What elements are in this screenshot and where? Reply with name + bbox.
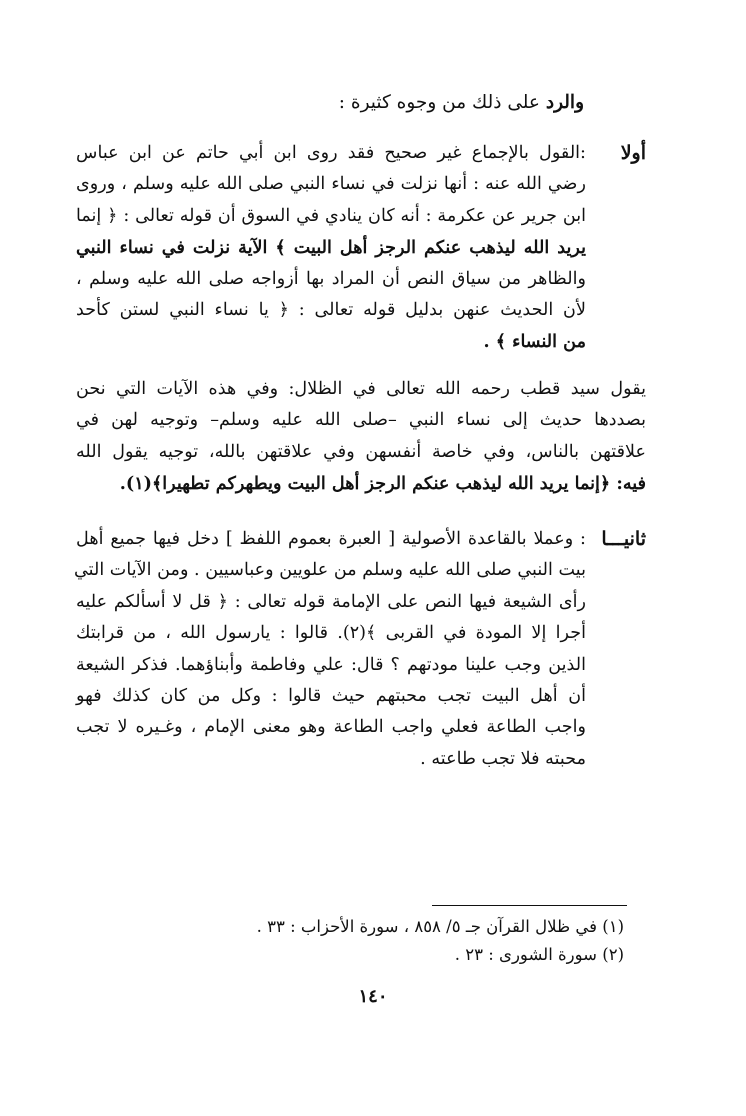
intro-line	[44, 88, 584, 118]
paragraph-line: والظاهر من سياق النص أن المراد بها أزواجه صلى الله عليه وسلم ،	[76, 268, 586, 289]
paragraph-line: يقول سيد قطب رحمه الله تعالى في الظلال: وفي هذه الآيات التي نحن	[76, 379, 646, 399]
paragraph-line: لأن الحديث عنهن بدليل قوله تعالى : ﴿ يا نساء النبي لستن كأحد	[76, 300, 586, 321]
paragraph-line: محبته فلا تجب طاعته .	[420, 748, 586, 769]
point-marker-second: ثانيـــا	[601, 528, 646, 550]
paragraph-line: الذين وجب علينا مودتهم ؟ قال: علي وفاطمة وأبناؤهما. فذكر الشيعة	[76, 654, 586, 675]
point-marker-first: أولا	[620, 142, 646, 164]
paragraph-second	[73, 524, 586, 775]
paragraph-line: يريد الله ليذهب عنكم الرجز أهل البيت ﴾ الآية نزلت في نساء النبي	[76, 237, 586, 259]
paragraph-line: ابن جرير عن عكرمة : أنه كان ينادي في السوق أن قوله تعالى : ﴿ إنما	[76, 205, 586, 226]
paragraph-line: أن أهل البيت تجب محبتهم حيث قالوا : وكل من كان كذلك فهو	[76, 686, 586, 707]
paragraph-line: :القول بالإجماع غير صحيح فقد روى ابن أبي حاتم عن ابن عباس	[76, 143, 586, 163]
paragraph-line: من النساء ﴾ .	[483, 331, 586, 353]
footnote-divider	[432, 905, 627, 906]
footnote-2: (٢) سورة الشورى : ٢٣ .	[454, 945, 624, 964]
paragraph-line: رضي الله عنه : أنها نزلت في نساء النبي صلى الله عليه وسلم ، وروى	[76, 174, 586, 195]
footnote-1: (١) في ظلال القرآن جـ ٥/ ٨٥٨ ، سورة الأحزاب : ٣٣ .	[256, 917, 624, 936]
paragraph-line: بصددها حديث إلى نساء النبي –صلى الله عليه وسلم– وتوجيه لهن في	[76, 410, 646, 431]
paragraph-line: رأى الشيعة فيها النص على الإمامة قوله تعالى : ﴿ قل لا أسألكم عليه	[76, 591, 586, 612]
page-number: ١٤٠	[358, 986, 388, 1007]
intro-rest: على ذلك من وجوه كثيرة :	[338, 92, 546, 113]
paragraph-line: أجرا إلا المودة في القربى ﴾(٢). قالوا : يارسول الله ، من قرابتك	[76, 623, 586, 644]
paragraph-line: : وعملا بالقاعدة الأصولية [ العبرة بعموم اللفظ ] دخل فيها جميع أهل	[76, 529, 586, 549]
paragraph-line: علاقتهن بالناس، وفي خاصة أنفسهن وفي علاقتهن بالله، توجيه يقول الله	[76, 441, 646, 462]
paragraph-first	[76, 138, 586, 358]
paragraph-line: واجب الطاعة فعلي واجب الطاعة وهو معنى الإمام ، وغـيره لا تجب	[76, 717, 586, 738]
paragraph-qutb	[76, 374, 646, 500]
paragraph-line: بيت النبي صلى الله عليه وسلم من علويين وعباسيين . ومن الآيات التي	[73, 560, 586, 581]
paragraph-line: فيه: ﴿إنما يريد الله ليذهب عنكم الرجز أهل البيت ويطهركم تطهيرا﴾(١).	[119, 473, 646, 495]
intro-bold-word: والرد	[545, 92, 584, 113]
